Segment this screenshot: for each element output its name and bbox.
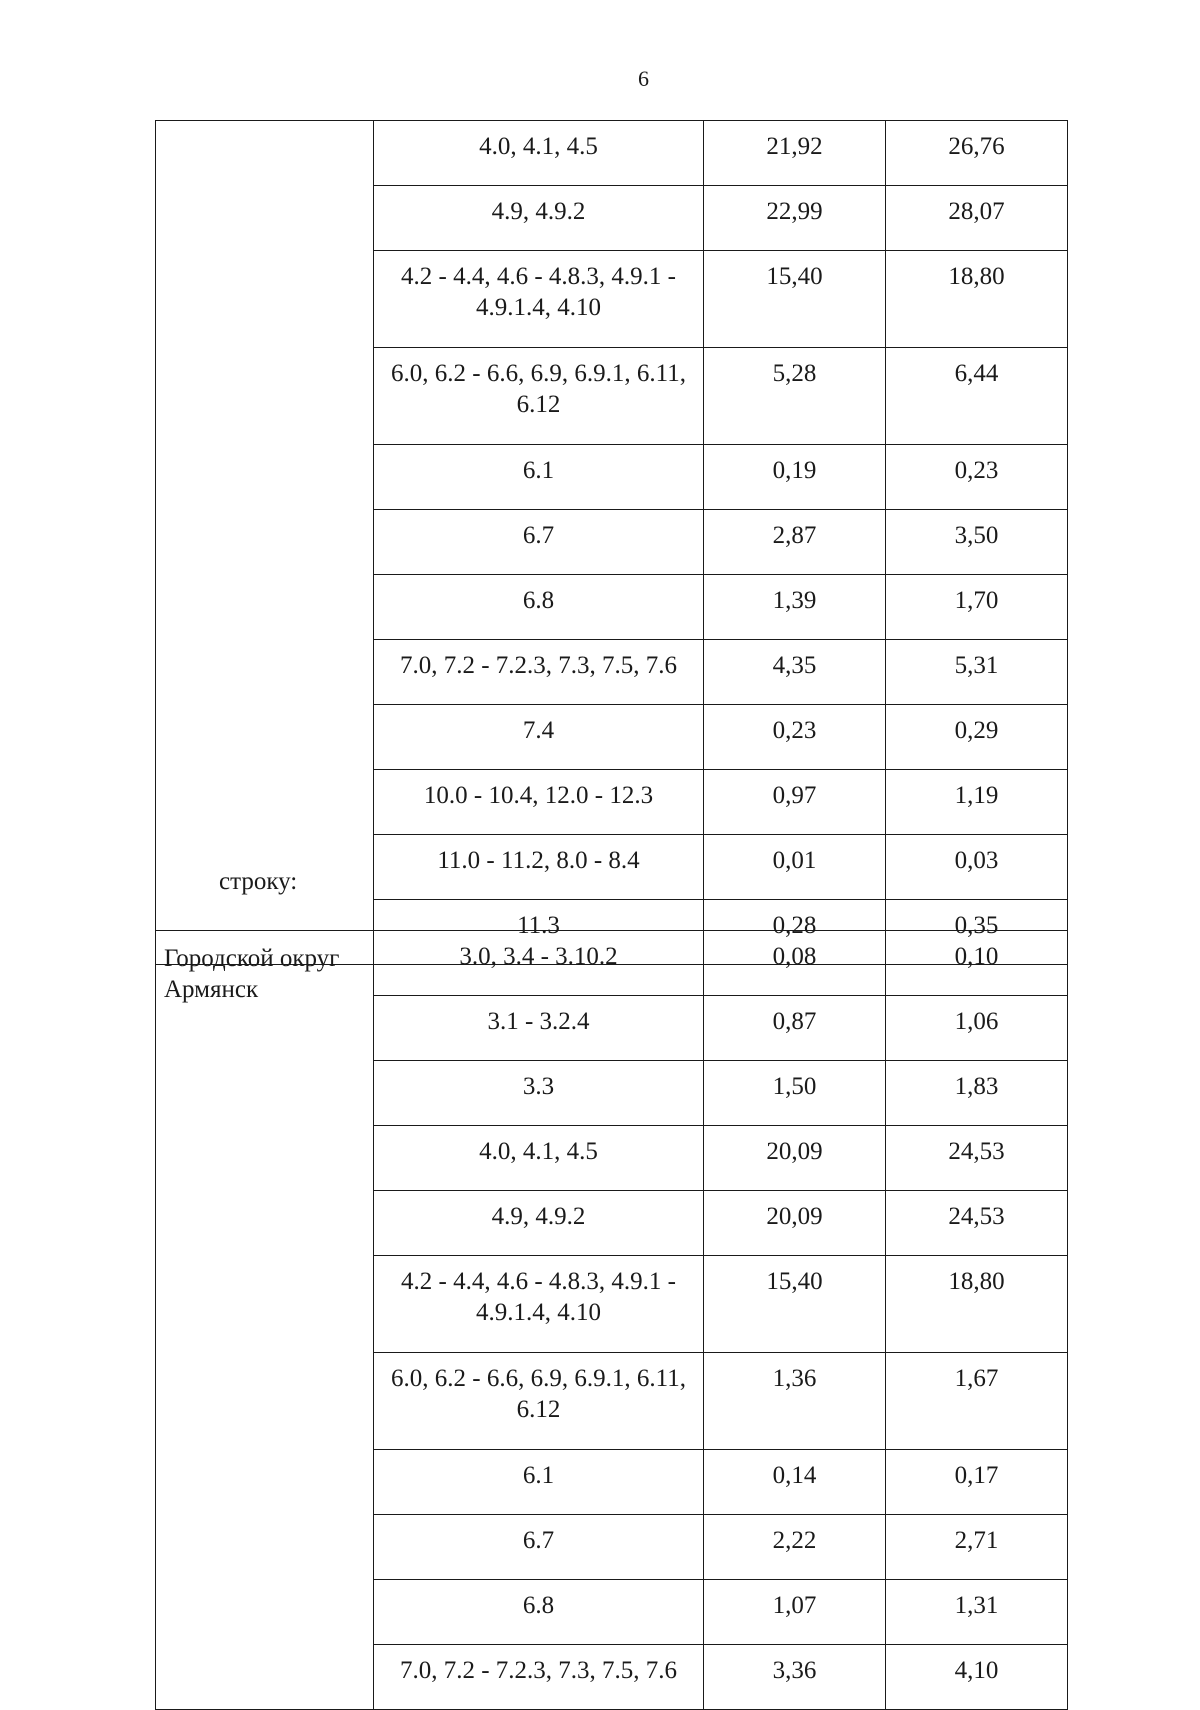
rates-table-continued <box>155 120 1068 965</box>
value-cell-2: 6,44 <box>886 348 1068 445</box>
replacement-label: строку: <box>219 868 298 895</box>
value-cell-1: 0,19 <box>704 445 886 510</box>
value-cell-2: 1,19 <box>886 770 1068 835</box>
codes-cell: 7.0, 7.2 - 7.2.3, 7.3, 7.5, 7.6 <box>374 1645 704 1710</box>
codes-cell: 3.3 <box>374 1061 704 1126</box>
value-cell-1: 2,87 <box>704 510 886 575</box>
codes-cell: 4.0, 4.1, 4.5 <box>374 1126 704 1191</box>
value-cell-2: 1,70 <box>886 575 1068 640</box>
codes-cell: 11.0 - 11.2, 8.0 - 8.4 <box>374 835 704 900</box>
value-cell-1: 0,01 <box>704 835 886 900</box>
value-cell-2: 26,76 <box>886 121 1068 186</box>
value-cell-2: 5,31 <box>886 640 1068 705</box>
codes-cell: 6.1 <box>374 445 704 510</box>
codes-cell: 3.0, 3.4 - 3.10.2 <box>374 931 704 996</box>
value-cell-1: 0,23 <box>704 705 886 770</box>
value-cell-2: 0,23 <box>886 445 1068 510</box>
value-cell-1: 5,28 <box>704 348 886 445</box>
value-cell-1: 2,22 <box>704 1515 886 1580</box>
region-cell <box>156 121 374 965</box>
codes-cell: 6.7 <box>374 510 704 575</box>
value-cell-1: 1,39 <box>704 575 886 640</box>
value-cell-2: 1,06 <box>886 996 1068 1061</box>
codes-cell: 6.7 <box>374 1515 704 1580</box>
codes-cell: 7.4 <box>374 705 704 770</box>
value-cell-2: 18,80 <box>886 1256 1068 1353</box>
value-cell-1: 1,50 <box>704 1061 886 1126</box>
value-cell-1: 21,92 <box>704 121 886 186</box>
value-cell-2: 18,80 <box>886 251 1068 348</box>
codes-cell: 11.3 <box>374 900 704 965</box>
codes-cell: 4.9, 4.9.2 <box>374 1191 704 1256</box>
value-cell-1: 1,07 <box>704 1580 886 1645</box>
value-cell-1: 22,99 <box>704 186 886 251</box>
codes-cell: 7.0, 7.2 - 7.2.3, 7.3, 7.5, 7.6 <box>374 640 704 705</box>
table-row <box>156 931 1068 996</box>
value-cell-1: 15,40 <box>704 251 886 348</box>
codes-cell: 4.2 - 4.4, 4.6 - 4.8.3, 4.9.1 - 4.9.1.4, 4.10 <box>374 251 704 348</box>
codes-cell: 4.0, 4.1, 4.5 <box>374 121 704 186</box>
codes-cell: 6.0, 6.2 - 6.6, 6.9, 6.9.1, 6.11, 6.12 <box>374 1353 704 1450</box>
value-cell-2: 24,53 <box>886 1191 1068 1256</box>
codes-cell: 6.8 <box>374 1580 704 1645</box>
value-cell-2: 0,35 <box>886 900 1068 965</box>
table-row <box>156 121 1068 186</box>
value-cell-2: 3,50 <box>886 510 1068 575</box>
value-cell-2: 0,03 <box>886 835 1068 900</box>
value-cell-2: 1,67 <box>886 1353 1068 1450</box>
value-cell-1: 0,08 <box>704 931 886 996</box>
value-cell-2: 0,29 <box>886 705 1068 770</box>
value-cell-2: 1,31 <box>886 1580 1068 1645</box>
value-cell-1: 0,14 <box>704 1450 886 1515</box>
value-cell-2: 24,53 <box>886 1126 1068 1191</box>
value-cell-1: 15,40 <box>704 1256 886 1353</box>
value-cell-1: 0,28 <box>704 900 886 965</box>
codes-cell: 6.1 <box>374 1450 704 1515</box>
codes-cell: 10.0 - 10.4, 12.0 - 12.3 <box>374 770 704 835</box>
value-cell-1: 0,97 <box>704 770 886 835</box>
value-cell-2: 2,71 <box>886 1515 1068 1580</box>
codes-cell: 6.0, 6.2 - 6.6, 6.9, 6.9.1, 6.11, 6.12 <box>374 348 704 445</box>
value-cell-1: 1,36 <box>704 1353 886 1450</box>
value-cell-1: 0,87 <box>704 996 886 1061</box>
value-cell-1: 20,09 <box>704 1191 886 1256</box>
region-cell: Городской округ Армянск <box>156 931 374 1710</box>
codes-cell: 4.9, 4.9.2 <box>374 186 704 251</box>
value-cell-2: 0,10 <box>886 931 1068 996</box>
value-cell-1: 3,36 <box>704 1645 886 1710</box>
value-cell-2: 1,83 <box>886 1061 1068 1126</box>
rates-table-armyansk <box>155 930 1068 1710</box>
value-cell-1: 20,09 <box>704 1126 886 1191</box>
value-cell-1: 4,35 <box>704 640 886 705</box>
codes-cell: 4.2 - 4.4, 4.6 - 4.8.3, 4.9.1 - 4.9.1.4, 4.10 <box>374 1256 704 1353</box>
page-number: 6 <box>638 66 649 91</box>
value-cell-2: 4,10 <box>886 1645 1068 1710</box>
codes-cell: 6.8 <box>374 575 704 640</box>
value-cell-2: 28,07 <box>886 186 1068 251</box>
value-cell-2: 0,17 <box>886 1450 1068 1515</box>
codes-cell: 3.1 - 3.2.4 <box>374 996 704 1061</box>
